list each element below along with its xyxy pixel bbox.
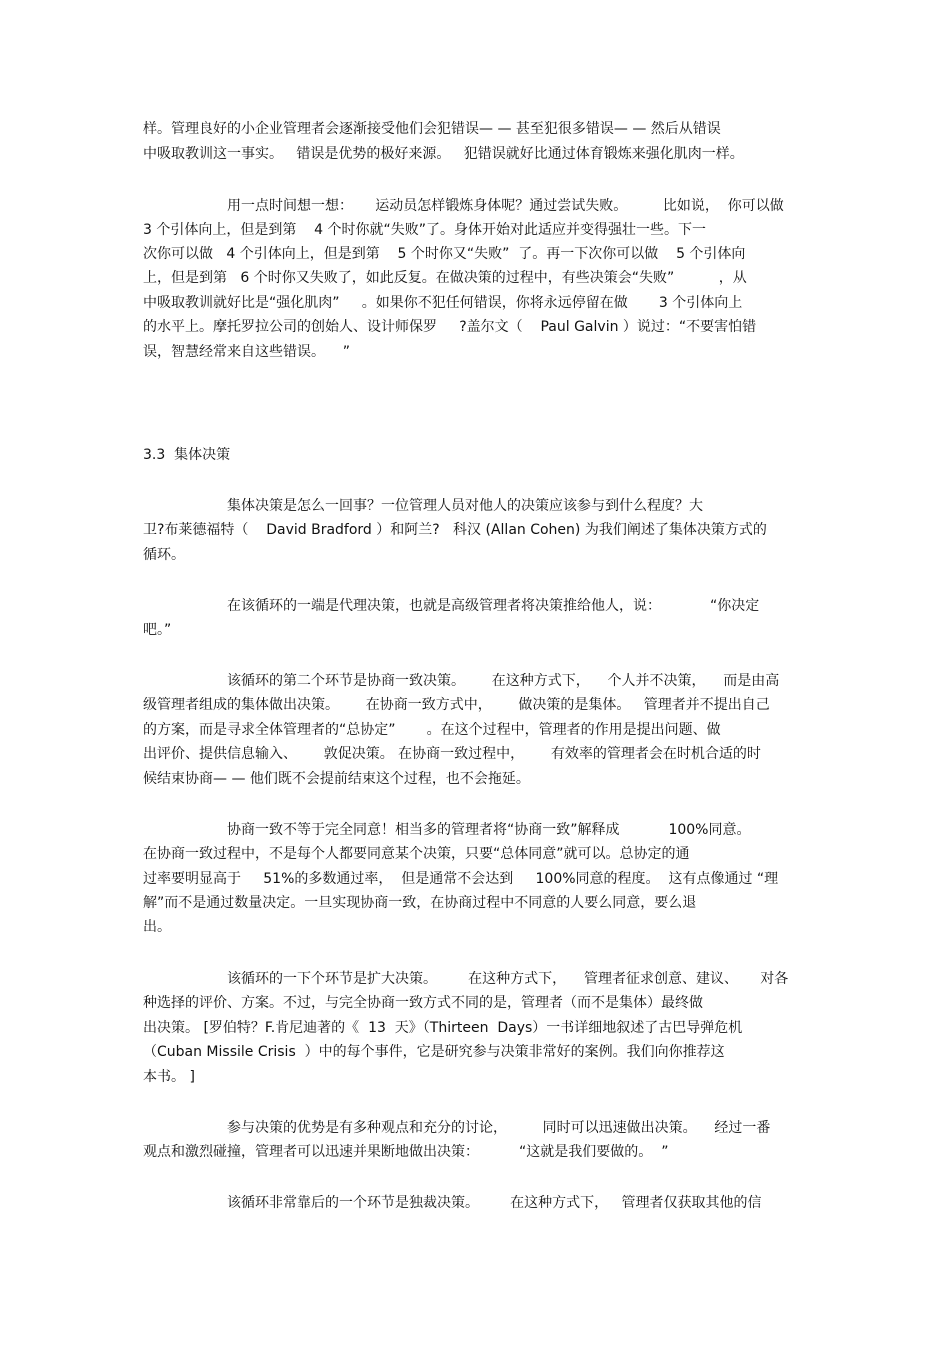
text-line: 该循环的一下个环节是扩大决策。 在这种方式下， 管理者征求创意、建议、 对各 <box>227 971 789 987</box>
text-line: 出。 <box>143 919 171 935</box>
text-line: 参与决策的优势是有多种观点和充分的讨论， 同时可以迅速做出决策。 经过一番 <box>227 1120 771 1136</box>
text-line: 循环。 <box>143 547 185 563</box>
text-line: 候结束协商— — 他们既不会提前结束这个过程，也不会拖延。 <box>143 771 530 787</box>
section-heading: 3.3 集体决策 <box>143 447 231 463</box>
text-line: 卫?布莱德福特（ David Bradford ）和阿兰? 科汉 (Allan Cohen) 为我们阐述了集体决策方式的 <box>143 522 767 538</box>
text-line: 上，但是到第 6 个时你又失败了，如此反复。在做决策的过程中，有些决策会“失败” ，从 <box>143 270 747 286</box>
text-line: 的方案，而是寻求全体管理者的“总协定” 。在这个过程中，管理者的作用是提出问题、做 <box>143 722 721 738</box>
text-line: 中吸取教训就好比是“强化肌肉” 。如果你不犯任何错误，你将永远停留在做 3 个引体向上 <box>143 295 743 311</box>
text-line: 协商一致不等于完全同意！相当多的管理者将“协商一致”解释成 100%同意。 <box>227 822 751 838</box>
text-line: 在该循环的一端是代理决策，也就是高级管理者将决策推给他人，说： “你决定 <box>227 598 760 614</box>
text-line: 该循环的第二个环节是协商一致决策。 在这种方式下， 个人并不决策， 而是由高 <box>227 673 780 689</box>
text-line: 级管理者组成的集体做出决策。 在协商一致方式中， 做决策的是集体。 管理者并不提出自己 <box>143 697 770 713</box>
text-line: 吧。” <box>143 622 172 638</box>
text-line: 3 个引体向上，但是到第 4 个时你就“失败”了。身体开始对此适应并变得强壮一些。下一 <box>143 222 707 238</box>
text-line: 次你可以做 4 个引体向上，但是到第 5 个时你又“失败” 了。再一下次你可以做 5 个引体向 <box>143 246 746 262</box>
text-line: 中吸取教训这一事实。 错误是优势的极好来源。 犯错误就好比通过体育锻炼来强化肌肉一样。 <box>143 146 744 162</box>
text-line: 在协商一致过程中，不是每个人都要同意某个决策，只要“总体同意”就可以。总协定的通 <box>143 846 690 862</box>
text-line: 误，智慧经常来自这些错误。 ” <box>143 344 351 360</box>
text-line: 该循环非常靠后的一个环节是独裁决策。 在这种方式下， 管理者仅获取其他的信 <box>227 1195 762 1211</box>
text-line: 集体决策是怎么一回事？一位管理人员对他人的决策应该参与到什么程度？大 <box>227 498 703 514</box>
text-line: 出评价、提供信息输入、 敦促决策。 在协商一致过程中， 有效率的管理者会在时机合适的时 <box>143 746 761 762</box>
text-line: 过率要明显高于 51%的多数通过率， 但是通常不会达到 100%同意的程度。 这有点像通过 “理 <box>143 871 779 887</box>
text-line: 用一点时间想一想： 运动员怎样锻炼身体呢？通过尝试失败。 比如说， 你可以做 <box>227 198 784 214</box>
text-line: 解”而不是通过数量决定。一旦实现协商一致，在协商过程中不同意的人要么同意，要么退 <box>143 895 697 911</box>
text-line: 样。管理良好的小企业管理者会逐渐接受他们会犯错误— — 甚至犯很多错误— — 然后从错误 <box>143 121 721 137</box>
text-line: 观点和激烈碰撞，管理者可以迅速并果断地做出决策： “这就是我们要做的。 ” <box>143 1144 669 1160</box>
text-line: 本书。 ] <box>143 1069 195 1085</box>
text-line: 出决策。 [罗伯特？F.肯尼迪著的《 13 天》（Thirteen Days）一书详细地叙述了古巴导弹危机 <box>143 1020 743 1036</box>
text-line: （Cuban Missile Crisis ）中的每个事件，它是研究参与决策非常好的案例。我们向你推荐这 <box>143 1044 725 1060</box>
text-line: 的水平上。摩托罗拉公司的创始人、设计师保罗 ?盖尔文（ Paul Galvin ）说过：“不要害怕错 <box>143 319 757 335</box>
text-line: 种选择的评价、方案。不过，与完全协商一致方式不同的是，管理者（而不是集体）最终做 <box>143 995 703 1011</box>
